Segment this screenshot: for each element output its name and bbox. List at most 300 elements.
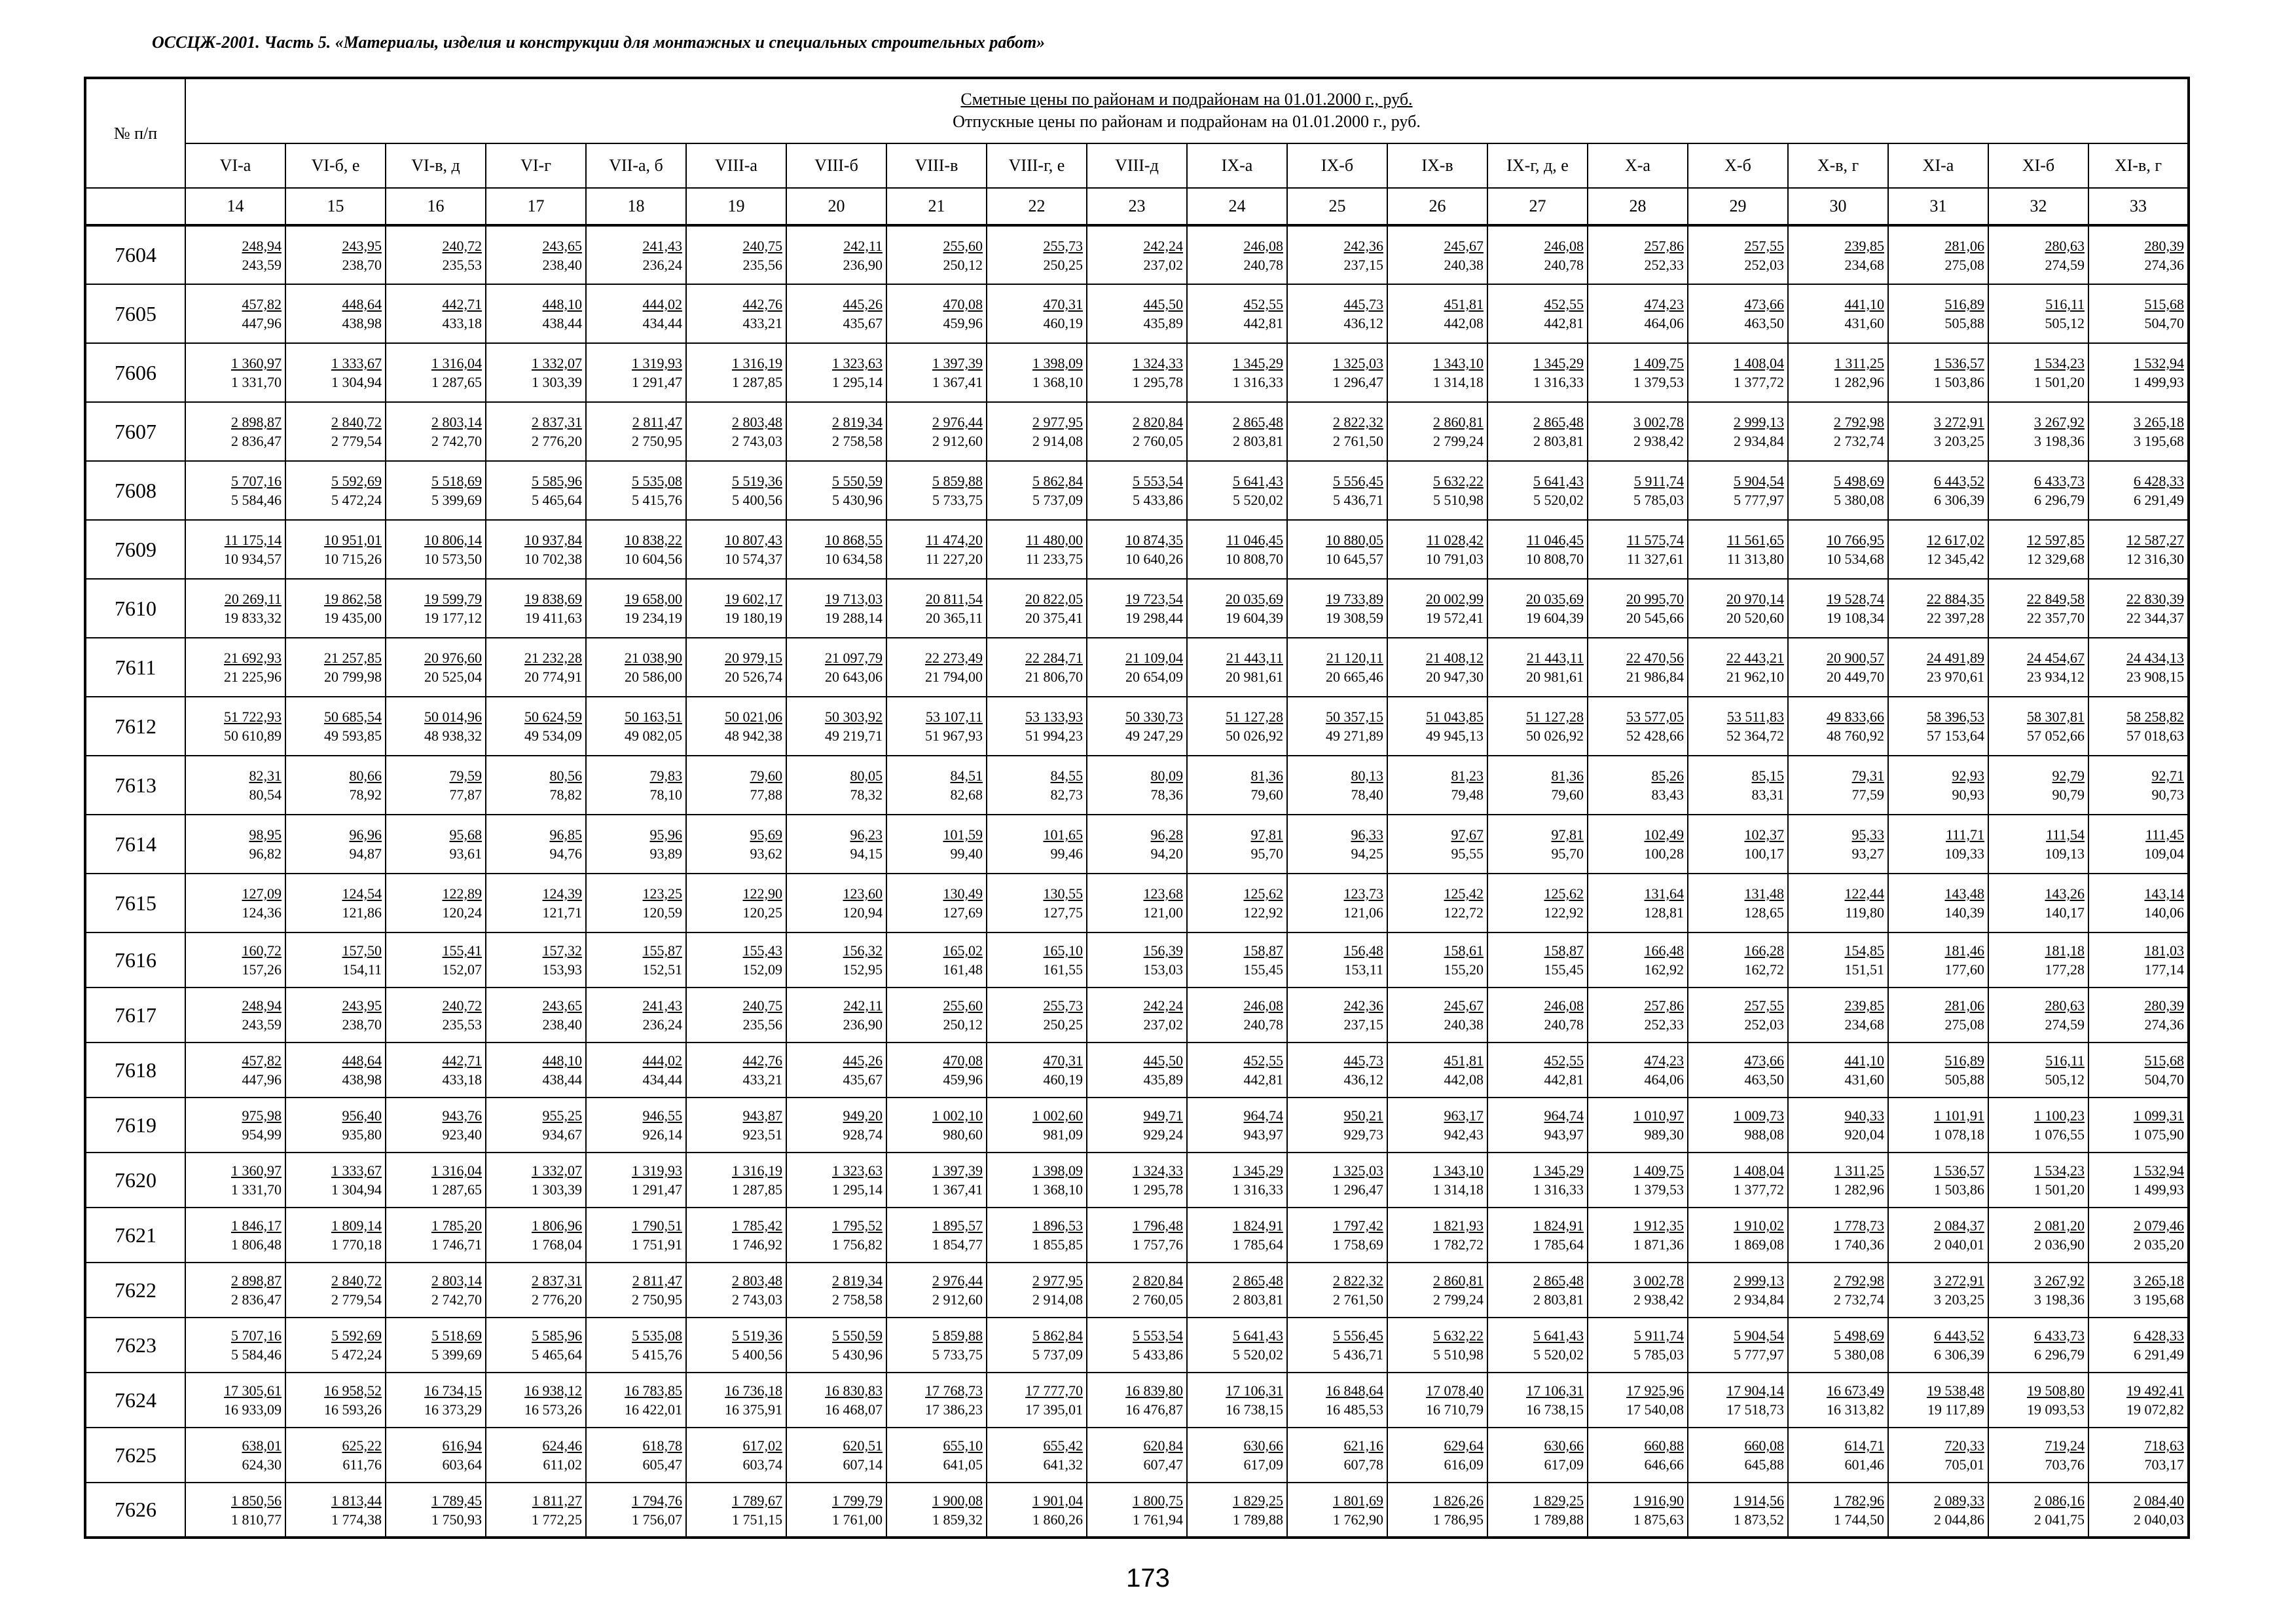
release-price: 10 808,70: [1526, 551, 1584, 567]
release-price: 1 871,36: [1633, 1236, 1684, 1253]
column-number: 26: [1387, 188, 1487, 225]
price-cell: [1187, 520, 1287, 579]
estimated-price: 257,86: [1644, 997, 1684, 1014]
price-cell: [1287, 1043, 1387, 1098]
release-price: 6 296,79: [2034, 492, 2085, 508]
price-cell: [386, 1373, 486, 1428]
release-price: 603,74: [742, 1456, 782, 1473]
price-cell: [1487, 343, 1588, 402]
release-price: 94,76: [549, 845, 582, 862]
release-price: 50 610,89: [224, 728, 282, 744]
price-cell: [686, 579, 786, 638]
release-price: 981,09: [1043, 1126, 1083, 1143]
price-cell: [886, 1208, 987, 1263]
release-price: 109,13: [2045, 845, 2085, 862]
column-number: 19: [686, 188, 786, 225]
price-cell: [1888, 987, 1988, 1043]
estimated-price: 80,13: [1351, 767, 1383, 784]
price-cell: [486, 1263, 586, 1318]
release-price: 2 779,54: [331, 1291, 382, 1308]
price-cell: [1688, 1208, 1788, 1263]
estimated-price: 98,95: [249, 826, 282, 843]
estimated-price: 123,73: [1343, 885, 1383, 902]
release-price: 19 108,34: [1827, 610, 1884, 626]
release-price: 10 604,56: [625, 551, 682, 567]
price-cell: [886, 461, 987, 520]
estimated-price: 96,33: [1351, 826, 1383, 843]
estimated-price: 17 106,31: [1226, 1382, 1283, 1399]
row-number: 7617: [85, 987, 185, 1043]
estimated-price: 448,64: [342, 1052, 382, 1069]
estimated-price: 181,03: [2144, 942, 2184, 959]
estimated-price: 80,56: [549, 767, 582, 784]
release-price: 2 776,20: [532, 433, 582, 449]
release-price: 1 287,85: [732, 1181, 782, 1198]
price-cell: [886, 932, 987, 987]
release-price: 1 316,33: [1533, 374, 1584, 390]
price-cell: [987, 932, 1087, 987]
estimated-price: 1 813,44: [331, 1492, 382, 1509]
price-cell: [185, 1428, 285, 1483]
release-price: 5 433,86: [1133, 1346, 1183, 1363]
estimated-price: 280,63: [2045, 997, 2085, 1014]
price-cell: [1888, 1318, 1988, 1373]
price-cell: [886, 284, 987, 343]
price-cell: [987, 520, 1087, 579]
release-price: 100,17: [1744, 845, 1784, 862]
price-cell: [886, 1098, 987, 1153]
release-price: 923,51: [742, 1126, 782, 1143]
release-price: 1 304,94: [331, 374, 382, 390]
estimated-price: 5 707,16: [231, 473, 282, 489]
release-price: 49 219,71: [825, 728, 883, 744]
estimated-price: 1 850,56: [231, 1492, 282, 1509]
estimated-price: 97,81: [1551, 826, 1584, 843]
release-price: 78,32: [850, 786, 883, 803]
column-number: 25: [1287, 188, 1387, 225]
release-price: 1 746,92: [732, 1236, 782, 1253]
estimated-price: 21 692,93: [224, 650, 282, 666]
estimated-price: 3 265,18: [2134, 414, 2184, 430]
release-price: 127,75: [1043, 904, 1083, 921]
release-price: 1 287,65: [431, 374, 482, 390]
price-cell: [1688, 284, 1788, 343]
estimated-price: 12 597,85: [2027, 532, 2085, 548]
estimated-price: 516,89: [1944, 296, 1984, 312]
price-cell: [886, 987, 987, 1043]
price-cell: [386, 638, 486, 697]
estimated-price: 22 470,56: [1626, 650, 1684, 666]
release-price: 433,21: [742, 1071, 782, 1088]
estimated-price: 5 911,74: [1633, 473, 1684, 489]
release-price: 16 375,91: [725, 1401, 782, 1418]
estimated-price: 1 532,94: [2134, 355, 2184, 371]
estimated-price: 470,08: [943, 296, 983, 312]
estimated-price: 50 330,73: [1125, 709, 1183, 725]
price-cell: [1287, 225, 1387, 284]
price-cell: [486, 1318, 586, 1373]
estimated-price: 125,42: [1444, 885, 1484, 902]
release-price: 505,12: [2045, 315, 2085, 331]
price-table-container: [84, 77, 2190, 1539]
price-cell: [886, 1428, 987, 1483]
estimated-price: 19 862,58: [324, 591, 382, 607]
release-price: 1 810,77: [231, 1511, 282, 1528]
price-cell: [1487, 284, 1588, 343]
price-cell: [786, 520, 886, 579]
release-price: 5 400,56: [732, 492, 782, 508]
price-cell: [586, 1318, 686, 1373]
estimated-price: 616,94: [442, 1437, 482, 1454]
estimated-price: 451,81: [1444, 296, 1484, 312]
estimated-price: 5 904,54: [1734, 473, 1784, 489]
estimated-price: 720,33: [1944, 1437, 1984, 1454]
release-price: 177,28: [2045, 961, 2085, 978]
release-price: 79,48: [1451, 786, 1484, 803]
table-row: [85, 987, 2189, 1043]
price-cell: [786, 402, 886, 461]
price-cell: [586, 579, 686, 638]
release-price: 1 761,94: [1133, 1511, 1183, 1528]
price-cell: [1287, 343, 1387, 402]
price-cell: [1888, 520, 1988, 579]
estimated-price: 445,50: [1143, 296, 1183, 312]
release-price: 2 938,42: [1633, 1291, 1684, 1308]
release-price: 2 938,42: [1633, 433, 1684, 449]
release-price: 1 379,53: [1633, 374, 1684, 390]
page-header-title: ОССЦЖ-2001. Часть 5. «Материалы, изделия и конструкции для монтажных и специальных строительных работ»: [152, 33, 1046, 52]
release-price: 1 282,96: [1834, 374, 1884, 390]
release-price: 1 756,07: [632, 1511, 682, 1528]
estimated-price: 257,55: [1744, 237, 1784, 254]
price-cell: [1287, 932, 1387, 987]
price-cell: [1387, 697, 1487, 756]
release-price: 1 785,64: [1233, 1236, 1283, 1253]
price-cell: [185, 1263, 285, 1318]
release-price: 121,00: [1143, 904, 1183, 921]
estimated-price: 1 002,60: [1032, 1107, 1083, 1124]
estimated-price: 53 577,05: [1626, 709, 1684, 725]
column-number: 16: [386, 188, 486, 225]
price-cell: [786, 815, 886, 874]
release-price: 2 760,05: [1133, 433, 1183, 449]
price-cell: [1588, 1483, 1688, 1538]
price-cell: [1688, 874, 1788, 932]
row-number: 7618: [85, 1043, 185, 1098]
price-cell: [1788, 402, 1888, 461]
estimated-price: 241,43: [642, 997, 682, 1014]
release-price: 5 777,97: [1734, 492, 1784, 508]
price-cell: [1588, 1428, 1688, 1483]
estimated-price: 79,60: [750, 767, 782, 784]
estimated-price: 246,08: [1243, 997, 1283, 1014]
release-price: 2 799,24: [1433, 433, 1484, 449]
release-price: 5 737,09: [1032, 492, 1083, 508]
estimated-price: 655,10: [943, 1437, 983, 1454]
estimated-price: 51 722,93: [224, 709, 282, 725]
estimated-price: 156,39: [1143, 942, 1183, 959]
release-price: 238,40: [542, 1016, 582, 1033]
price-cell: [987, 461, 1087, 520]
estimated-price: 1 534,23: [2034, 355, 2085, 371]
table-row: [85, 1153, 2189, 1208]
estimated-price: 155,41: [442, 942, 482, 959]
estimated-price: 181,46: [1944, 942, 1984, 959]
release-price: 19 435,00: [324, 610, 382, 626]
release-price: 705,01: [1944, 1456, 1984, 1473]
price-cell: [1487, 1428, 1588, 1483]
estimated-price: 20 995,70: [1626, 591, 1684, 607]
release-price: 1 316,33: [1233, 1181, 1283, 1198]
release-price: 20 799,98: [324, 669, 382, 685]
price-cell: [1688, 638, 1788, 697]
estimated-price: 11 046,45: [1226, 532, 1283, 548]
estimated-price: 2 084,37: [1934, 1217, 1984, 1234]
release-price: 1 740,36: [1834, 1236, 1884, 1253]
release-price: 57 018,63: [2126, 728, 2184, 744]
price-cell: [2088, 579, 2189, 638]
release-price: 10 534,68: [1827, 551, 1884, 567]
release-price: 435,67: [843, 315, 883, 331]
price-cell: [1487, 225, 1588, 284]
estimated-price: 2 792,98: [1834, 414, 1884, 430]
price-cell: [1387, 1428, 1487, 1483]
estimated-price: 1 332,07: [532, 355, 582, 371]
price-cell: [1087, 1318, 1187, 1373]
price-cell: [1187, 1483, 1287, 1538]
release-price: 252,33: [1644, 1016, 1684, 1033]
price-cell: [1788, 638, 1888, 697]
release-price: 16 313,82: [1827, 1401, 1884, 1418]
price-cell: [386, 461, 486, 520]
release-price: 151,51: [1844, 961, 1884, 978]
price-cell: [386, 1428, 486, 1483]
estimated-price: 1 101,91: [1934, 1107, 1984, 1124]
estimated-price: 2 079,46: [2134, 1217, 2184, 1234]
price-cell: [2088, 1153, 2189, 1208]
release-price: 16 476,87: [1125, 1401, 1183, 1418]
estimated-price: 1 409,75: [1633, 1162, 1684, 1179]
column-number: 14: [185, 188, 285, 225]
price-cell: [686, 756, 786, 815]
estimated-price: 630,66: [1544, 1437, 1584, 1454]
price-cell: [1588, 815, 1688, 874]
release-price: 505,12: [2045, 1071, 2085, 1088]
price-cell: [886, 1318, 987, 1373]
price-cell: [1988, 1373, 2088, 1428]
release-price: 1 377,72: [1734, 1181, 1784, 1198]
release-price: 1 875,63: [1633, 1511, 1684, 1528]
release-price: 1 287,85: [732, 374, 782, 390]
estimated-price: 11 046,45: [1526, 532, 1584, 548]
estimated-price: 255,60: [943, 997, 983, 1014]
row-number: 7605: [85, 284, 185, 343]
release-price: 5 520,02: [1533, 492, 1584, 508]
estimated-price: 1 778,73: [1834, 1217, 1884, 1234]
column-number: 33: [2088, 188, 2189, 225]
release-price: 21 794,00: [925, 669, 983, 685]
estimated-price: 122,44: [1844, 885, 1884, 902]
price-cell: [1788, 874, 1888, 932]
price-cell: [586, 1043, 686, 1098]
row-number: 7608: [85, 461, 185, 520]
estimated-price: 245,67: [1444, 237, 1484, 254]
row-number: 7615: [85, 874, 185, 932]
price-cell: [586, 1428, 686, 1483]
price-cell: [486, 874, 586, 932]
release-price: 2 934,84: [1734, 433, 1784, 449]
price-cell: [486, 402, 586, 461]
column-number: 23: [1087, 188, 1187, 225]
estimated-price: 1 345,29: [1233, 355, 1283, 371]
estimated-price: 949,71: [1143, 1107, 1183, 1124]
row-number: 7606: [85, 343, 185, 402]
estimated-price: 5 592,69: [331, 1327, 382, 1344]
estimated-price: 1 829,25: [1233, 1492, 1283, 1509]
release-price: 5 415,76: [632, 492, 682, 508]
table-row: [85, 932, 2189, 987]
estimated-price: 975,98: [242, 1107, 282, 1124]
estimated-price: 20 002,99: [1426, 591, 1484, 607]
region-header: IX-а: [1187, 143, 1287, 188]
release-price: 5 433,86: [1133, 492, 1183, 508]
release-price: 3 195,68: [2134, 433, 2184, 449]
price-cell: [1688, 520, 1788, 579]
price-cell: [1888, 1208, 1988, 1263]
estimated-price: 242,24: [1143, 997, 1183, 1014]
release-price: 438,98: [342, 315, 382, 331]
release-price: 162,72: [1744, 961, 1784, 978]
estimated-price: 1 360,97: [231, 355, 282, 371]
release-price: 274,36: [2144, 256, 2184, 273]
estimated-price: 240,75: [742, 237, 782, 254]
price-cell: [786, 1318, 886, 1373]
estimated-price: 1 325,03: [1333, 1162, 1383, 1179]
price-cell: [1487, 638, 1588, 697]
release-price: 21 986,84: [1626, 669, 1684, 685]
release-price: 161,55: [1043, 961, 1083, 978]
estimated-price: 1 801,69: [1333, 1492, 1383, 1509]
estimated-price: 5 859,88: [932, 1327, 983, 1344]
release-price: 52 428,66: [1626, 728, 1684, 744]
estimated-price: 19 538,48: [1927, 1382, 1984, 1399]
release-price: 12 329,68: [2027, 551, 2085, 567]
release-price: 152,09: [742, 961, 782, 978]
release-price: 436,12: [1343, 1071, 1383, 1088]
price-cell: [1387, 874, 1487, 932]
estimated-price: 85,26: [1651, 767, 1684, 784]
release-price: 1 331,70: [231, 374, 282, 390]
estimated-price: 16 736,18: [725, 1382, 782, 1399]
release-price: 442,08: [1444, 1071, 1484, 1088]
release-price: 120,59: [642, 904, 682, 921]
price-cell: [987, 225, 1087, 284]
estimated-price: 2 865,48: [1533, 414, 1584, 430]
price-cell: [1988, 1153, 2088, 1208]
price-cell: [486, 1098, 586, 1153]
release-price: 5 430,96: [832, 1346, 883, 1363]
table-row: [85, 461, 2189, 520]
estimated-price: 5 641,43: [1233, 473, 1283, 489]
release-price: 16 738,15: [1226, 1401, 1283, 1418]
estimated-price: 246,08: [1243, 237, 1283, 254]
release-price: 1 379,53: [1633, 1181, 1684, 1198]
release-price: 161,48: [943, 961, 983, 978]
release-price: 153,03: [1143, 961, 1183, 978]
price-cell: [1387, 1373, 1487, 1428]
price-cell: [1688, 402, 1788, 461]
price-cell: [1187, 815, 1287, 874]
column-number: 24: [1187, 188, 1287, 225]
estimated-price: 950,21: [1343, 1107, 1383, 1124]
price-cell: [486, 697, 586, 756]
estimated-price: 2 977,95: [1032, 1272, 1083, 1289]
release-price: 23 970,61: [1927, 669, 1984, 685]
price-cell: [586, 520, 686, 579]
estimated-price: 2 837,31: [532, 414, 582, 430]
estimated-price: 20 979,15: [725, 650, 782, 666]
estimated-price: 2 822,32: [1333, 1272, 1383, 1289]
release-price: 274,59: [2045, 1016, 2085, 1033]
price-cell: [1087, 932, 1187, 987]
release-price: 431,60: [1844, 315, 1884, 331]
release-price: 929,73: [1343, 1126, 1383, 1143]
estimated-price: 655,42: [1043, 1437, 1083, 1454]
price-cell: [1588, 520, 1688, 579]
price-cell: [1087, 1428, 1187, 1483]
estimated-price: 16 830,83: [825, 1382, 883, 1399]
price-cell: [285, 461, 386, 520]
release-price: 240,38: [1444, 256, 1484, 273]
release-price: 20 947,30: [1426, 669, 1484, 685]
release-price: 2 914,08: [1032, 433, 1083, 449]
release-price: 19 298,44: [1125, 610, 1183, 626]
estimated-price: 2 084,40: [2134, 1492, 2184, 1509]
estimated-price: 243,65: [542, 997, 582, 1014]
price-cell: [1287, 874, 1387, 932]
price-cell: [185, 1208, 285, 1263]
price-cell: [1888, 461, 1988, 520]
price-cell: [486, 932, 586, 987]
price-cell: [1487, 932, 1588, 987]
price-cell: [1287, 1208, 1387, 1263]
release-price: 641,05: [943, 1456, 983, 1473]
estimated-price: 451,81: [1444, 1052, 1484, 1069]
release-price: 236,24: [642, 1016, 682, 1033]
price-cell: [1387, 1318, 1487, 1373]
price-cell: [2088, 284, 2189, 343]
release-price: 5 777,97: [1734, 1346, 1784, 1363]
release-price: 50 026,92: [1226, 728, 1283, 744]
price-cell: [1688, 1483, 1788, 1538]
price-cell: [987, 343, 1087, 402]
estimated-price: 2 811,47: [632, 1272, 682, 1289]
price-cell: [1688, 1043, 1788, 1098]
price-cell: [386, 1153, 486, 1208]
release-price: 5 415,76: [632, 1346, 682, 1363]
release-price: 2 803,81: [1233, 1291, 1283, 1308]
estimated-price: 51 127,28: [1526, 709, 1584, 725]
release-price: 434,44: [642, 315, 682, 331]
release-price: 1 368,10: [1032, 374, 1083, 390]
release-price: 124,36: [242, 904, 282, 921]
release-price: 77,88: [750, 786, 782, 803]
estimated-price: 20 811,54: [925, 591, 983, 607]
price-cell: [1688, 225, 1788, 284]
estimated-price: 1 009,73: [1734, 1107, 1784, 1124]
estimated-price: 2 086,16: [2034, 1492, 2085, 1509]
release-price: 2 044,86: [1934, 1511, 1984, 1528]
